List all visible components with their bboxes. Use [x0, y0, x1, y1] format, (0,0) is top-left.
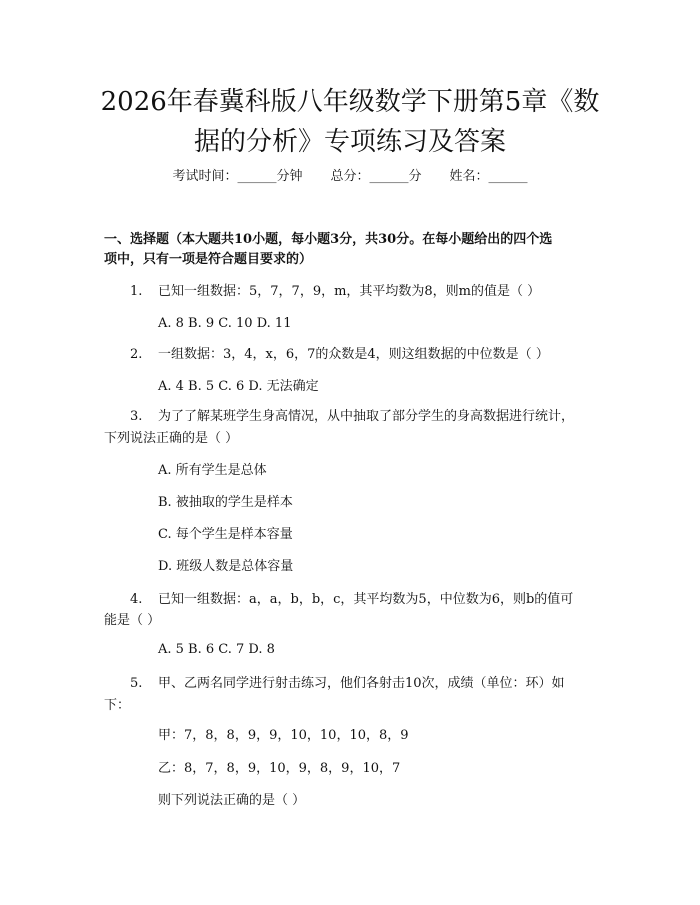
question-stem: 已知一组数据：a，a，b，b，c，其平均数为5，中位数为6，则b的值可 — [158, 592, 574, 607]
question-number: 3. — [130, 409, 143, 424]
question-number: 4. — [130, 592, 143, 607]
question-3 — [130, 408, 574, 426]
shooter-jia-scores: 甲：7，8，8，9，9，10，10，10，8，9 — [158, 728, 409, 743]
question-5-prompt: 则下列说法正确的是（ ） — [158, 793, 306, 808]
question-5-stem-continuation: 下： — [104, 698, 131, 713]
student-name-field: 姓名：______ — [449, 169, 528, 184]
question-1-options: A. 8 B. 9 C. 10 D. 11 — [158, 316, 292, 331]
question-stem: 一组数据：3，4，x，6，7的众数是4，则这组数据的中位数是（ ） — [158, 347, 549, 362]
question-4 — [130, 591, 573, 609]
question-stem: 已知一组数据：5，7，7，9，m，其平均数为8，则m的值是（ ） — [158, 284, 541, 299]
question-5 — [130, 675, 565, 693]
question-3-option-a: A. 所有学生是总体 — [158, 463, 267, 478]
question-3-option-b: B. 被抽取的学生是样本 — [158, 495, 293, 510]
question-stem: 甲、乙两名同学进行射击练习，他们各射击10次，成绩（单位：环）如 — [158, 676, 565, 691]
question-3-option-c: C. 每个学生是样本容量 — [158, 527, 293, 542]
question-4-stem-continuation: 能是（ ） — [104, 613, 161, 628]
question-4-options: A. 5 B. 6 C. 7 D. 8 — [158, 642, 275, 657]
question-2-options: A. 4 B. 5 C. 6 D. 无法确定 — [158, 379, 319, 394]
document-title-line-2: 据的分析》专项练习及答案 — [193, 127, 506, 157]
question-number: 1. — [130, 284, 143, 299]
question-2 — [130, 346, 549, 364]
question-3-option-d: D. 班级人数是总体容量 — [158, 559, 294, 574]
question-1 — [130, 283, 540, 301]
section-heading-line-2: 项中，只有一项是符合题目要求的） — [104, 252, 313, 267]
section-heading-line-1: 一、选择题（本大题共10小题，每小题3分，共30分。在每小题给出的四个选 — [104, 232, 553, 247]
question-stem: 为了了解某班学生身高情况，从中抽取了部分学生的身高数据进行统计， — [158, 409, 575, 424]
exam-time-field: 考试时间：______分钟 — [172, 169, 303, 184]
question-3-stem-continuation: 下列说法正确的是（ ） — [104, 431, 239, 446]
exam-info-row — [0, 168, 700, 186]
question-number: 5. — [130, 676, 143, 691]
question-number: 2. — [130, 347, 143, 362]
shooter-yi-scores: 乙：8，7，8，9，10，9，8，9，10，7 — [158, 761, 401, 776]
total-score-field: 总分：______分 — [330, 169, 422, 184]
document-title-line-1: 2026年春冀科版八年级数学下册第5章《数 — [100, 87, 600, 117]
